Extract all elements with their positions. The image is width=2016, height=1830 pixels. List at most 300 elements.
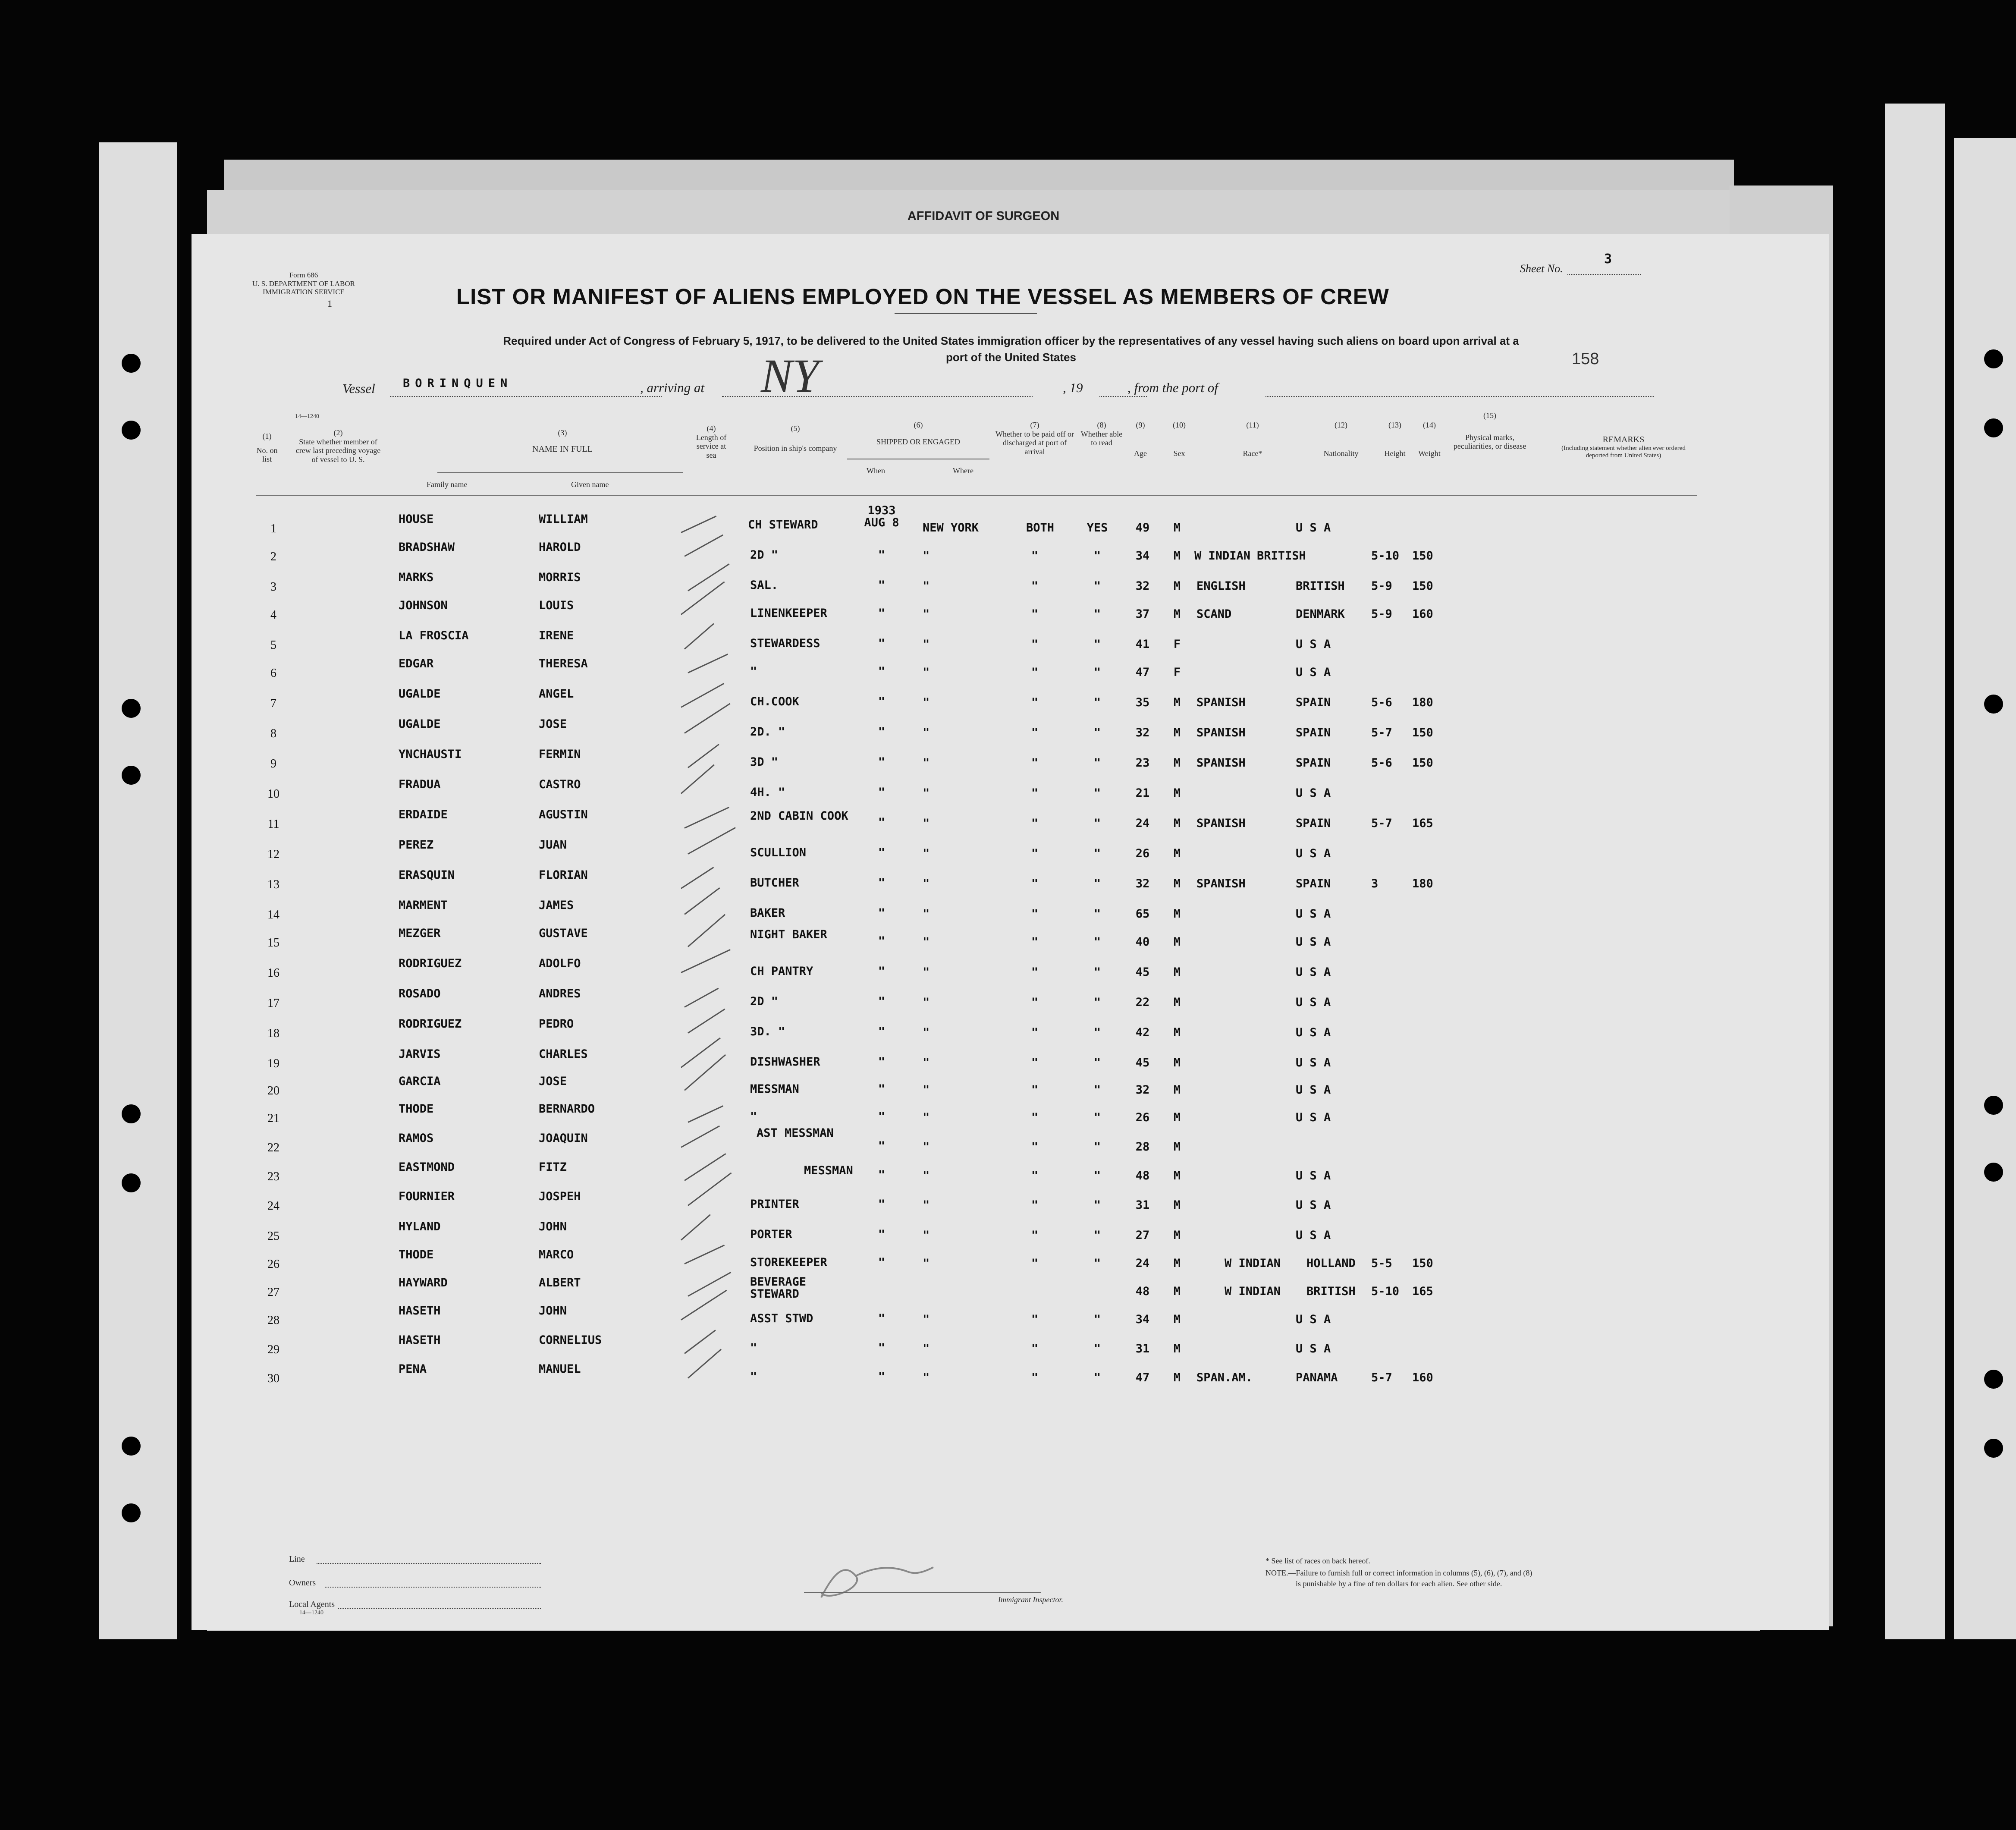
cell-no: 9 [270, 757, 276, 770]
cell-when: " [878, 995, 886, 1008]
cell-family: HYLAND [399, 1220, 441, 1233]
cell-sex: M [1173, 1285, 1181, 1298]
cell-sex: M [1173, 696, 1181, 709]
check-mark [681, 1214, 711, 1240]
cell-given: ANDRES [539, 987, 581, 1000]
cell-sex: M [1173, 965, 1181, 979]
cell-family: UGALDE [399, 717, 441, 731]
cell-given: JOSE [539, 717, 567, 731]
cell-sex: M [1173, 549, 1181, 563]
cell-age: 21 [1135, 786, 1150, 800]
page-number: 158 [1572, 350, 1599, 368]
cell-read: " [1093, 935, 1101, 949]
cell-race: SPANISH [1196, 726, 1246, 739]
cell-height: 5-6 [1371, 696, 1392, 709]
cell-race: SPANISH [1196, 696, 1246, 709]
cell-family: HASETH [399, 1333, 441, 1347]
cell-read: YES [1087, 521, 1108, 535]
binding-hole [122, 699, 141, 718]
col-4-header: (4) Length of service at sea [696, 424, 727, 460]
binding-hole [122, 766, 141, 785]
cell-nationality: U S A [1296, 1198, 1331, 1212]
cell-where: " [923, 607, 930, 621]
title-underline [895, 313, 1037, 314]
col-8-header: (8) Whether able to read [1080, 421, 1123, 447]
cell-read: " [1093, 786, 1101, 800]
cell-position: 3D. " [750, 1025, 785, 1038]
cell-position: NIGHT BAKER [750, 928, 827, 941]
cell-position: PORTER [750, 1228, 792, 1241]
cell-when: " [878, 548, 886, 562]
cell-age: 40 [1135, 935, 1150, 949]
cell-no: 26 [267, 1258, 279, 1271]
cell-read: " [1093, 638, 1101, 651]
note-line-1: NOTE.—Failure to furnish full or correct information in columns (5), (6), (7), and (8) [1265, 1569, 1532, 1577]
cell-age: 32 [1135, 877, 1150, 890]
cell-family: LA FROSCIA [399, 629, 469, 642]
cell-where: " [923, 1198, 930, 1212]
cell-read: " [1093, 756, 1101, 770]
cell-read: " [1093, 877, 1101, 890]
cell-where: " [923, 1371, 930, 1384]
cell-age: 22 [1135, 996, 1150, 1009]
cell-when: " [878, 1055, 886, 1069]
cell-no: 16 [267, 966, 279, 980]
cell-nationality: U S A [1296, 666, 1331, 679]
cell-when: " [878, 1228, 886, 1241]
cell-when: " [878, 665, 886, 678]
check-mark [684, 703, 730, 734]
cell-paid: " [1031, 1026, 1039, 1039]
cell-when: " [878, 1025, 886, 1038]
cell-position: SAL. [750, 579, 779, 592]
binding-hole [122, 1173, 141, 1192]
when-header: When [867, 466, 885, 475]
cell-sex: M [1173, 521, 1181, 535]
cell-sex: M [1173, 1371, 1181, 1384]
cell-weight: 150 [1412, 726, 1433, 739]
binding-hole [1984, 418, 2003, 437]
cell-position: STEWARDESS [750, 637, 820, 650]
sheet-number-line [1567, 274, 1641, 275]
cell-age: 45 [1135, 965, 1150, 979]
cell-where: " [923, 1026, 930, 1039]
cell-position: PRINTER [750, 1198, 799, 1211]
cell-age: 32 [1135, 579, 1150, 593]
where-header: Where [953, 466, 973, 475]
cell-paid: " [1031, 1198, 1039, 1212]
sheet-number-label: Sheet No. [1520, 262, 1563, 275]
cell-sex: F [1173, 666, 1181, 679]
cell-sex: M [1173, 607, 1181, 621]
cell-family: MARKS [399, 571, 434, 584]
family-name-header: Family name [427, 480, 468, 489]
cell-where: " [923, 1111, 930, 1124]
cell-when: " [878, 906, 886, 920]
cell-family: FRADUA [399, 778, 441, 791]
cell-weight: 150 [1412, 579, 1433, 593]
vessel-name: BORINQUEN [403, 377, 513, 390]
cell-position: " [750, 1370, 757, 1384]
check-mark [681, 1290, 727, 1321]
cell-read: " [1093, 666, 1101, 679]
binding-hole [122, 1503, 141, 1522]
cell-age: 23 [1135, 756, 1150, 770]
cell-family: EASTMOND [399, 1160, 455, 1174]
cell-where: " [923, 877, 930, 890]
cell-paid: " [1031, 1083, 1039, 1097]
cell-nationality: DENMARK [1296, 607, 1345, 621]
cell-no: 8 [270, 727, 276, 740]
cell-height: 5-5 [1371, 1257, 1392, 1270]
binding-hole [1984, 1439, 2003, 1458]
col-6-header: (6) SHIPPED OR ENGAGED [876, 421, 960, 446]
cell-when: " [878, 786, 886, 799]
crew-manifest-sheet [192, 234, 1829, 1630]
cell-nationality: U S A [1296, 1056, 1331, 1069]
cell-nationality: SPAIN [1296, 877, 1331, 890]
check-mark [684, 1153, 726, 1181]
cell-given: CHARLES [539, 1047, 588, 1061]
vessel-line [390, 396, 662, 397]
cell-nationality: BRITISH [1296, 579, 1345, 593]
cell-paid: " [1031, 935, 1039, 949]
cell-nationality: U S A [1296, 996, 1331, 1009]
cell-no: 27 [267, 1286, 279, 1299]
cell-when: " [878, 755, 886, 769]
check-mark [688, 1105, 723, 1123]
cell-read: " [1093, 579, 1101, 593]
cell-paid: " [1031, 1342, 1039, 1355]
cell-paid: " [1031, 996, 1039, 1009]
cell-when: " [878, 1139, 886, 1153]
cell-read: " [1093, 1140, 1101, 1154]
cell-given: HAROLD [539, 541, 581, 554]
cell-when: " [878, 846, 886, 859]
check-mark [684, 1245, 725, 1264]
cell-sex: M [1173, 847, 1181, 860]
cell-read: " [1093, 965, 1101, 979]
cell-family: PENA [399, 1362, 427, 1376]
cell-nationality: U S A [1296, 638, 1331, 651]
cell-no: 17 [267, 997, 279, 1010]
cell-where: " [923, 1257, 930, 1270]
cell-family: JARVIS [399, 1047, 441, 1061]
cell-where: " [923, 1313, 930, 1326]
cell-where: " [923, 817, 930, 830]
check-mark [688, 1272, 731, 1297]
cell-given: PEDRO [539, 1017, 574, 1031]
check-mark [681, 1126, 720, 1148]
col-16-header: REMARKS (Including statement whether alien ever ordered deported from United States) [1561, 435, 1686, 459]
race-footnote: * See list of races on back hereof. [1265, 1556, 1370, 1565]
subtitle-line-1: Required under Act of Congress of February 5, 1917, to be delivered to the United States immigration officer by the representatives of any vessel having such aliens on board upon arrival at a [503, 334, 1519, 347]
cell-nationality: U S A [1296, 907, 1331, 921]
check-mark [684, 623, 714, 649]
check-mark [688, 744, 719, 768]
col-7-header: (7) Whether to be paid off or discharged at port of arrival [995, 421, 1074, 456]
cell-height: 5-6 [1371, 756, 1392, 770]
cell-sex: M [1173, 726, 1181, 739]
note-line-2: is punishable by a fine of ten dollars for each alien. See other side. [1296, 1579, 1502, 1588]
col-10-header: (10) Sex [1173, 421, 1186, 458]
binding-hole [122, 1104, 141, 1123]
cell-read: " [1093, 696, 1101, 709]
cell-where: " [923, 549, 930, 563]
cell-position: STOREKEEPER [750, 1256, 827, 1269]
cell-family: RODRIGUEZ [399, 957, 462, 970]
department-name: U. S. DEPARTMENT OF LABOR [252, 279, 355, 288]
cell-family: YNCHAUSTI [399, 748, 462, 761]
cell-given: JOHN [539, 1220, 567, 1233]
cell-no: 4 [270, 608, 276, 622]
cell-paid: " [1031, 786, 1039, 800]
small-mark: 1 [327, 298, 332, 309]
sheet-number: 3 [1604, 252, 1612, 267]
cell-read: " [1093, 1026, 1101, 1039]
cell-race: SPANISH [1196, 756, 1246, 770]
cell-age: 32 [1135, 1083, 1150, 1097]
subtitle-line-2: port of the United States [946, 351, 1076, 364]
cell-no: 24 [267, 1199, 279, 1213]
cell-age: 27 [1135, 1229, 1150, 1242]
cell-sex: M [1173, 1313, 1181, 1326]
cell-position: CH.COOK [750, 695, 799, 708]
cell-height: 5-10 [1371, 1285, 1400, 1298]
cell-no: 13 [267, 878, 279, 891]
cell-when: " [878, 607, 886, 620]
cell-paid: " [1031, 965, 1039, 979]
cell-given: IRENE [539, 629, 574, 642]
cell-sex: M [1173, 1229, 1181, 1242]
cell-position: 3D " [750, 755, 779, 769]
name-header-rule [437, 472, 683, 473]
col-2-header: (2) State whether member of crew last preceding voyage of vessel to U. S. [295, 428, 381, 464]
cell-age: 37 [1135, 607, 1150, 621]
agents-field [338, 1608, 541, 1609]
cell-read: " [1093, 1229, 1101, 1242]
cell-read: " [1093, 1371, 1101, 1384]
cell-given: JOSPEH [539, 1190, 581, 1203]
cell-where: NEW YORK [923, 521, 979, 535]
binding-hole [1984, 1096, 2003, 1115]
cell-no: 28 [267, 1314, 279, 1327]
cell-where: " [923, 726, 930, 739]
inspector-signature [804, 1546, 942, 1610]
cell-age: 24 [1135, 817, 1150, 830]
cell-when: " [878, 1168, 886, 1182]
cell-paid: " [1031, 1257, 1039, 1270]
col-3-header: (3) NAME IN FULL [532, 428, 593, 454]
cell-nationality: SPAIN [1296, 817, 1331, 830]
cell-age: 32 [1135, 726, 1150, 739]
cell-given: AGUSTIN [539, 808, 588, 821]
year-label: , 19 [1063, 380, 1083, 395]
line-field [317, 1563, 541, 1564]
binding-hole [1984, 1163, 2003, 1182]
affidavit-title: AFFIDAVIT OF SURGEON [907, 209, 1060, 223]
cell-when: " [878, 816, 886, 829]
cell-when: " [878, 1341, 886, 1355]
cell-paid: " [1031, 1229, 1039, 1242]
cell-weight: 165 [1412, 817, 1433, 830]
cell-no: 12 [267, 848, 279, 861]
cell-given: CASTRO [539, 778, 581, 791]
check-mark [681, 683, 724, 708]
cell-no: 14 [267, 908, 279, 921]
header-bottom-rule [256, 495, 1697, 496]
cell-read: " [1093, 1342, 1101, 1355]
cell-where: " [923, 1229, 930, 1242]
cell-age: 31 [1135, 1198, 1150, 1212]
cell-weight: 165 [1412, 1285, 1433, 1298]
cell-sex: M [1173, 1056, 1181, 1069]
cell-given: THERESA [539, 657, 588, 670]
cell-race: SCAND [1196, 607, 1232, 621]
cell-height: 3 [1371, 877, 1379, 890]
cell-given: BERNARDO [539, 1102, 595, 1116]
cell-when: " [878, 965, 886, 978]
cell-position: 4H. " [750, 786, 785, 799]
cell-given: FERMIN [539, 748, 581, 761]
check-mark [688, 914, 725, 947]
cell-nationality: BRITISH [1257, 549, 1306, 563]
agents-label: Local Agents [289, 1600, 335, 1609]
cell-when: " [878, 637, 886, 650]
cell-race: W INDIAN [1225, 1285, 1281, 1298]
cell-position: SCULLION [750, 846, 807, 859]
cell-sex: M [1173, 786, 1181, 800]
check-mark [684, 887, 720, 915]
cell-paid: " [1031, 817, 1039, 830]
cell-family: THODE [399, 1248, 434, 1261]
cell-paid: " [1031, 907, 1039, 921]
cell-age: 24 [1135, 1257, 1150, 1270]
cell-age: 34 [1135, 1313, 1150, 1326]
cell-paid: " [1031, 696, 1039, 709]
cell-family: ERASQUIN [399, 868, 455, 882]
service-name: IMMIGRATION SERVICE [263, 288, 345, 296]
cell-height: 5-10 [1371, 549, 1400, 563]
cell-position: ASST STWD [750, 1312, 813, 1325]
cell-age: 49 [1135, 521, 1150, 535]
cell-sex: M [1173, 877, 1181, 890]
cell-given: JAMES [539, 899, 574, 912]
check-mark [688, 1172, 732, 1206]
vessel-label: Vessel [342, 381, 375, 396]
cell-race: SPAN.AM. [1196, 1371, 1253, 1384]
cell-family: ROSADO [399, 987, 441, 1000]
cell-when: " [878, 1082, 886, 1096]
cell-nationality: U S A [1296, 1169, 1331, 1182]
col-9-header: (9) Age [1134, 421, 1147, 458]
check-mark [681, 516, 716, 533]
cell-race: SPANISH [1196, 877, 1246, 890]
cell-no: 30 [267, 1372, 279, 1385]
check-mark [688, 1009, 725, 1034]
cell-height: 5-7 [1371, 817, 1392, 830]
cell-when: " [878, 1198, 886, 1211]
inspector-label: Immigrant Inspector. [998, 1595, 1063, 1604]
cell-no: 19 [267, 1057, 279, 1070]
binding-hole [122, 354, 141, 373]
cell-paid: " [1031, 607, 1039, 621]
cell-race: SPANISH [1196, 817, 1246, 830]
agents-code: 14—1240 [299, 1610, 323, 1616]
cell-age: 26 [1135, 847, 1150, 860]
inspector-rule [804, 1592, 1041, 1593]
check-mark [688, 654, 728, 673]
cell-paid: " [1031, 666, 1039, 679]
cell-read: " [1093, 907, 1101, 921]
col-13-header: (13) Height [1384, 421, 1406, 458]
owners-label: Owners [289, 1578, 316, 1588]
cell-where: " [923, 847, 930, 860]
cell-where: " [923, 1342, 930, 1355]
cell-paid: " [1031, 1169, 1039, 1182]
cell-nationality: U S A [1296, 1111, 1331, 1124]
cell-where: " [923, 1083, 930, 1097]
cell-read: " [1093, 549, 1101, 563]
cell-age: 31 [1135, 1342, 1150, 1355]
cell-given: CORNELIUS [539, 1333, 602, 1347]
cell-family: EDGAR [399, 657, 434, 670]
cell-position: CH PANTRY [750, 965, 813, 978]
binding-hole [122, 421, 141, 440]
cell-weight: 180 [1412, 696, 1433, 709]
cell-read: " [1093, 817, 1101, 830]
cell-paid: " [1031, 847, 1039, 860]
cell-sex: M [1173, 1342, 1181, 1355]
cell-family: BRADSHAW [399, 541, 455, 554]
cell-family: UGALDE [399, 687, 441, 701]
cell-when: " [878, 1110, 886, 1123]
cell-height: 5-9 [1371, 579, 1392, 593]
line-label: Line [289, 1554, 305, 1564]
cell-age: 28 [1135, 1140, 1150, 1154]
cell-nationality: U S A [1296, 1026, 1331, 1039]
cell-height: 5-7 [1371, 1371, 1392, 1384]
cell-paid: BOTH [1026, 521, 1055, 535]
cell-given: JOHN [539, 1304, 567, 1317]
cell-when: " [878, 695, 886, 708]
cell-family: THODE [399, 1102, 434, 1116]
cell-given: MORRIS [539, 571, 581, 584]
binding-hole [1984, 349, 2003, 368]
cell-sex: M [1173, 1198, 1181, 1212]
cell-sex: M [1173, 1140, 1181, 1154]
cell-family: PEREZ [399, 838, 434, 852]
cell-where: " [923, 666, 930, 679]
arriving-port-handwritten: NY [761, 349, 819, 402]
cell-position: AST MESSMAN [757, 1126, 834, 1140]
cell-family: FOURNIER [399, 1190, 455, 1203]
cell-where: " [923, 1056, 930, 1069]
cell-sex: M [1173, 579, 1181, 593]
col-14-header: (14) Weight [1418, 421, 1441, 458]
from-port-label: , from the port of [1127, 380, 1218, 395]
cell-sex: M [1173, 935, 1181, 949]
cell-given: GUSTAVE [539, 927, 588, 940]
cell-nationality: U S A [1296, 847, 1331, 860]
cell-when: " [878, 876, 886, 890]
cell-family: JOHNSON [399, 599, 448, 612]
cell-weight: 150 [1412, 549, 1433, 563]
cell-when: " [878, 1256, 886, 1269]
cell-nationality: SPAIN [1296, 756, 1331, 770]
owners-field [325, 1587, 541, 1588]
cell-position: BEVERAGE STEWARD [750, 1275, 807, 1301]
